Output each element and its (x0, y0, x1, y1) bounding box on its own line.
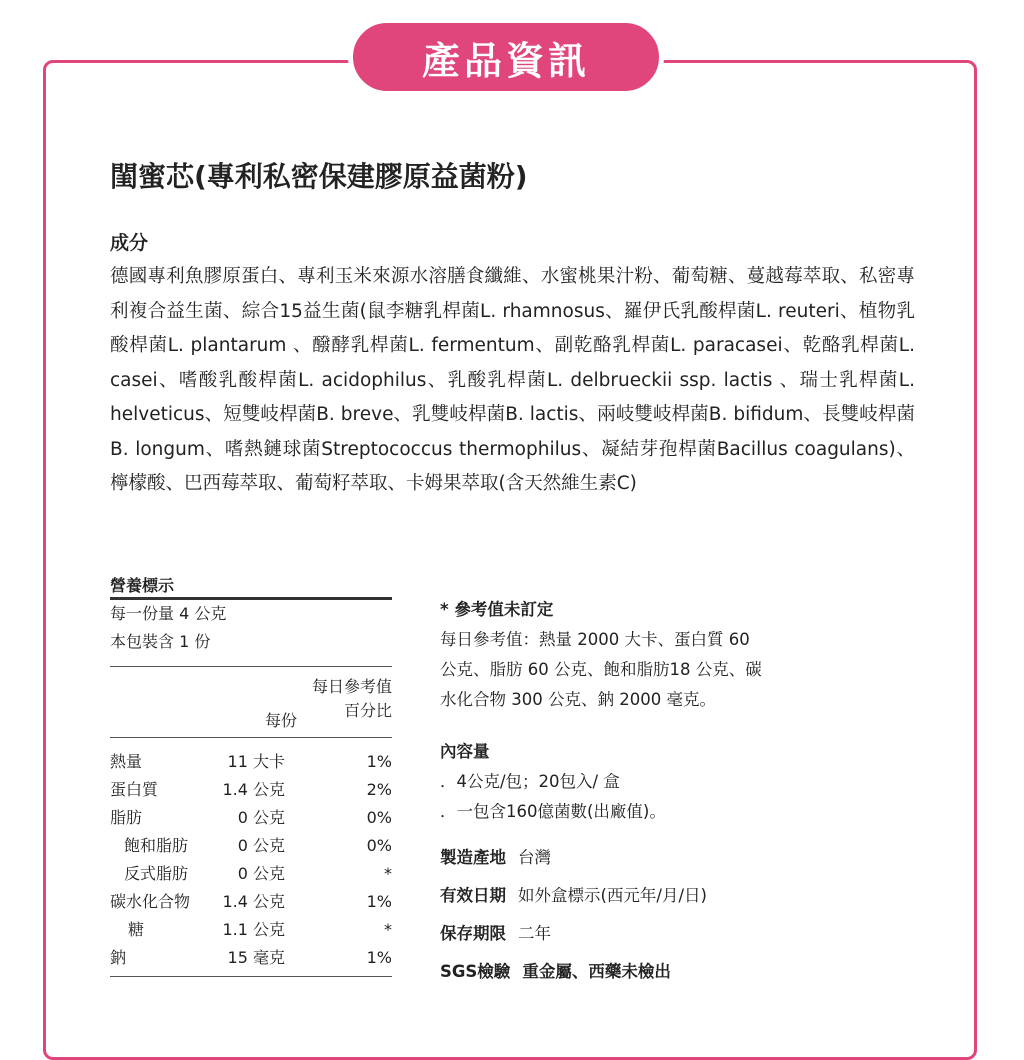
product-info-header: 產品資訊 (348, 18, 664, 96)
ingredients-text: 德國專利魚膠原蛋白、專利玉米來源水溶膳食纖維、水蜜桃果汁粉、葡萄糖、蔓越莓萃取、私密專利複合益生菌、綜合15益生菌(鼠李糖乳桿菌L. rhamnosus、羅伊氏乳酸桿菌L. reuteri、植物乳酸桿菌L. plantarum 、醱酵乳桿菌L. fermentum、副乾酪乳桿菌L. paracasei、乾酪乳桿菌L. casei、嗜酸乳酸桿菌L. acidophilus、乳酸乳桿菌L. delbrueckii ssp. lactis 、瑞士乳桿菌L. helveticus、短雙岐桿菌B. breve、乳雙岐桿菌B. lactis、兩岐雙岐桿菌B. bifidum、長雙岐桿菌B. longum、嗜熱鏈球菌Streptococcus thermophilus、凝結芽孢桿菌Bacillus coagulans)、檸檬酸、巴西莓萃取、葡萄籽萃取、卡姆果萃取(含天然維生素C) (110, 266, 915, 494)
sgs-label: SGS檢驗 (440, 962, 511, 981)
daily-value-header (295, 675, 392, 723)
nutrition-facts-table (110, 575, 392, 977)
nutrient-amount: 11 大卡 (227, 752, 285, 771)
contents-title: 內容量 (440, 742, 490, 761)
nutrient-amount: 1.4 公克 (222, 780, 285, 799)
table-row (110, 804, 392, 832)
table-row (110, 832, 392, 860)
daily-value-header-line2: 百分比 (343, 701, 392, 720)
sgs-row (440, 953, 860, 991)
nutrient-name: 反式脂肪 (124, 864, 189, 883)
contents-item: ．一包含160億菌數(出廠值)。 (440, 802, 666, 821)
nutrient-dv: 1% (366, 752, 392, 771)
expiry-value: 如外盒標示(西元年/月/日) (518, 886, 707, 905)
per-serving-header: 每份 (264, 711, 297, 730)
reference-note-line: 水化合物 300 公克、鈉 2000 毫克。 (440, 690, 716, 709)
nutrient-name: 飽和脂肪 (124, 836, 189, 855)
shelf-life-label: 保存期限 (440, 924, 506, 943)
nutrient-dv: * (384, 920, 392, 939)
nutrition-title: 營養標示 (110, 576, 175, 595)
divider (110, 976, 392, 977)
nutrient-name: 糖 (128, 920, 145, 939)
product-title: 閨蜜芯(專利私密保建膠原益菌粉) (110, 160, 528, 193)
daily-value-header-line1: 每日參考值 (311, 677, 392, 696)
nutrient-name: 碳水化合物 (110, 892, 191, 911)
origin-value: 台灣 (518, 848, 551, 867)
table-row (110, 888, 392, 916)
nutrient-dv: 0% (366, 836, 392, 855)
nutrient-dv: 1% (366, 892, 392, 911)
table-row (110, 916, 392, 944)
ingredients-label: 成分 (110, 232, 149, 254)
contents-item: ．4公克/包；20包入/ 盒 (440, 772, 620, 791)
nutrient-dv: 1% (366, 948, 392, 967)
nutrient-name: 熱量 (110, 752, 143, 771)
table-row (110, 776, 392, 804)
nutrient-dv: 2% (366, 780, 392, 799)
table-row (110, 748, 392, 776)
reference-note-title: * 參考值未訂定 (440, 600, 554, 619)
nutrition-rows (110, 738, 392, 972)
origin-row (440, 839, 860, 877)
origin-label: 製造產地 (440, 848, 506, 867)
nutrient-amount: 1.1 公克 (222, 920, 285, 939)
nutrient-name: 鈉 (110, 948, 127, 967)
nutrient-dv: 0% (366, 808, 392, 827)
reference-note-line: 公克、脂肪 60 公克、飽和脂肪18 公克、碳 (440, 660, 762, 679)
nutrient-name: 脂肪 (110, 808, 143, 827)
product-details (440, 595, 860, 991)
nutrient-amount: 0 公克 (237, 836, 285, 855)
expiry-row (440, 877, 860, 915)
table-row (110, 860, 392, 888)
nutrition-column-headers (110, 667, 392, 737)
reference-note-line: 每日參考值：熱量 2000 大卡、蛋白質 60 (440, 630, 750, 649)
nutrient-amount: 1.4 公克 (222, 892, 285, 911)
sgs-value: 重金屬、西藥未檢出 (522, 962, 671, 981)
nutrient-amount: 15 毫克 (227, 948, 285, 967)
nutrient-name: 蛋白質 (110, 780, 159, 799)
nutrient-amount: 0 公克 (237, 864, 285, 883)
shelf-life-row (440, 915, 860, 953)
expiry-label: 有效日期 (440, 886, 506, 905)
servings-per-package: 本包裝含 1 份 (110, 632, 211, 651)
serving-size: 每一份量 4 公克 (110, 604, 227, 623)
nutrient-dv: * (384, 864, 392, 883)
nutrient-amount: 0 公克 (237, 808, 285, 827)
table-row (110, 944, 392, 972)
shelf-life-value: 二年 (518, 924, 551, 943)
